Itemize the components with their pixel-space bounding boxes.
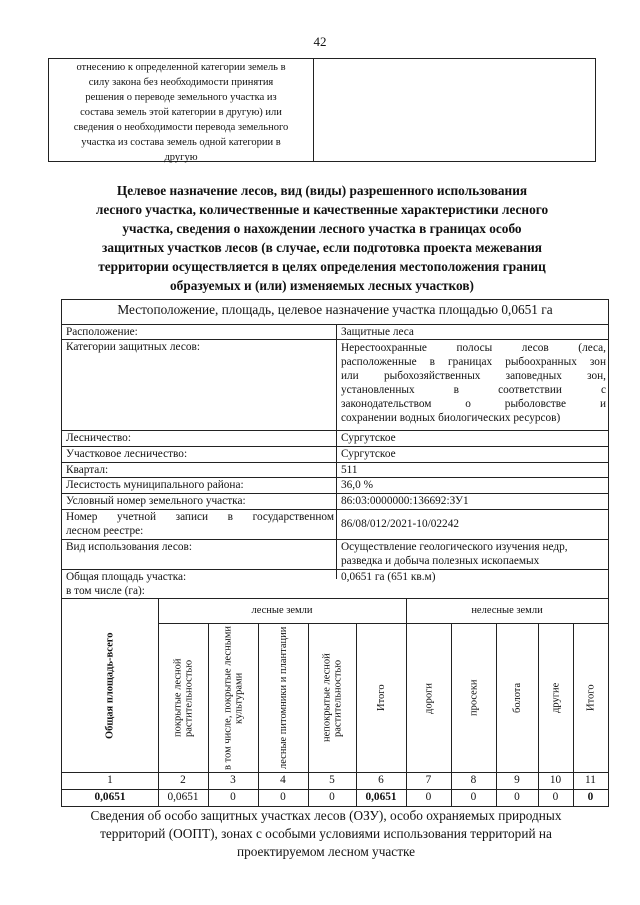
heading-line: Целевое назначение лесов, вид (виды) разрешенного использования (116, 183, 528, 198)
col-nonforest-header: другие (550, 682, 562, 714)
col-number: 11 (585, 774, 596, 786)
cadastral-value: 86:03:0000000:136692:ЗУ1 (341, 495, 469, 507)
continuation-left-cell (49, 59, 314, 161)
text-line: или рыбохозяйственных заповедных зон, (341, 370, 606, 382)
col-number: 1 (107, 774, 113, 786)
area-label (66, 570, 334, 598)
text-line: Общая площадь участка: (66, 571, 187, 583)
heading-line: защитных участков лесов (в случае, если подготовка проекта межевания (102, 240, 542, 255)
cadastral-label: Условный номер земельного участка: (66, 495, 246, 507)
text-line: лесном реестре: (66, 525, 144, 537)
value-cell: 0,0651 (365, 791, 397, 803)
col-forest-header: лесные питомники и плантации (278, 626, 289, 770)
page-number: 42 (313, 34, 327, 49)
col-number: 9 (514, 774, 520, 786)
forestry-value: Сургутское (341, 432, 396, 444)
value-cell: 0,0651 (167, 791, 199, 803)
col-number: 7 (425, 774, 432, 786)
text-line: состава земель этой категории в другую) или (80, 107, 282, 118)
group-nonforest-header: нелесные земли (471, 605, 543, 616)
district-forestry-value: Сургутское (341, 448, 396, 460)
plot-info-table (61, 299, 609, 807)
location-value: Защитные леса (341, 326, 414, 338)
text-line: решения о переводе земельного участка из (85, 92, 277, 103)
text-line: законодательством о рыболовстве и (341, 398, 606, 410)
col-nonforest-header: просеки (468, 679, 480, 717)
value-cell: 0 (470, 791, 477, 803)
registry-value: 86/08/012/2021-10/02242 (341, 518, 459, 530)
quarter-value: 511 (341, 464, 358, 476)
heading-line: территории осуществляется в целях определения местоположения границ (98, 259, 546, 274)
text-line: силу закона без необходимости принятия (88, 77, 274, 88)
text-line: отнесению к определенной категории земель в (76, 62, 286, 73)
continuation-table (48, 58, 596, 162)
text-line: разведка и добыча полезных ископаемых (341, 555, 540, 567)
col-forest-header: покрытые лесной растительностью (172, 658, 195, 738)
text-line: в том числе (га): (66, 585, 145, 597)
value-cell: 0 (587, 791, 594, 803)
col-forest-header: в том числе, покрытые лесными культурами (222, 625, 245, 771)
section-heading (58, 181, 586, 295)
col-nonforest-header: Итого (585, 684, 597, 712)
forestry-label: Лесничество: (66, 432, 131, 444)
forest-cover-label: Лесистость муниципального района: (66, 479, 244, 491)
col-number: 4 (280, 774, 286, 786)
col-number: 3 (230, 774, 236, 786)
text-line: Номер учетной записи в государственном (66, 511, 334, 523)
col-number: 10 (549, 774, 562, 786)
registry-label (66, 510, 334, 538)
value-cell: 0 (514, 791, 520, 803)
col-forest-header: Итого (376, 684, 387, 712)
col-number: 2 (180, 774, 186, 786)
col-nonforest-header: дороги (423, 682, 435, 714)
footer-line: проектируемом лесном участке (236, 844, 416, 859)
footer-line: Сведения об особо защитных участках лесов (ОЗУ), особо охраняемых природных (90, 808, 562, 823)
col-forest-header: непокрытые лесной растительностью (321, 653, 344, 743)
district-forestry-label: Участковое лесничество: (66, 448, 188, 460)
quarter-label: Квартал: (66, 464, 109, 476)
heading-line: лесного участка, количественные и качественные характеристики лесного (95, 202, 549, 217)
text-line: сохранении водных биологических ресурсов) (341, 412, 561, 424)
categories-value (341, 341, 606, 425)
text-line: сведения о необходимости перевода земельного (73, 122, 289, 133)
location-label: Расположение: (66, 326, 138, 338)
value-cell: 0 (280, 791, 286, 803)
value-cell: 0 (230, 791, 236, 803)
col-total-header: Общая площадь-всего (104, 632, 116, 739)
col-number: 6 (378, 774, 384, 786)
text-line: Осуществление геологического изучения недр, (341, 541, 568, 553)
table-title: Местоположение, площадь, целевое назначение участка площадью 0,0651 га (117, 303, 553, 317)
usage-label: Вид использования лесов: (66, 541, 192, 553)
heading-line: образуемых и (или) изменяемых лесных участков) (170, 278, 474, 293)
col-number: 8 (470, 774, 477, 786)
ozu-section-heading (40, 807, 612, 861)
text-line: установленных в соответствии с (341, 384, 606, 396)
text-line: расположенные в границах рыбоохранных зон (341, 356, 606, 368)
categories-label: Категории защитных лесов: (66, 341, 200, 353)
value-cell: 0 (425, 791, 432, 803)
group-forest-header: лесные земли (251, 605, 313, 616)
col-nonforest-header: болота (512, 682, 523, 714)
value-cell: 0,0651 (94, 791, 126, 803)
text-line: Нерестоохранные полосы лесов (леса, (341, 342, 606, 354)
text-line: другую (164, 152, 198, 163)
footer-line: территорий (ООПТ), зонах с особыми условиями использования территорий на (100, 826, 552, 841)
usage-value (341, 540, 606, 568)
value-cell: 0 (552, 791, 559, 803)
heading-line: участка, сведения о нахождении лесного участка в границах особо (122, 221, 522, 236)
col-number: 5 (329, 774, 335, 786)
area-value: 0,0651 га (651 кв.м) (341, 571, 436, 583)
value-cell: 0 (329, 791, 335, 803)
forest-cover-value: 36,0 % (341, 479, 374, 491)
text-line: участка из состава земель одной категории в (81, 137, 281, 148)
